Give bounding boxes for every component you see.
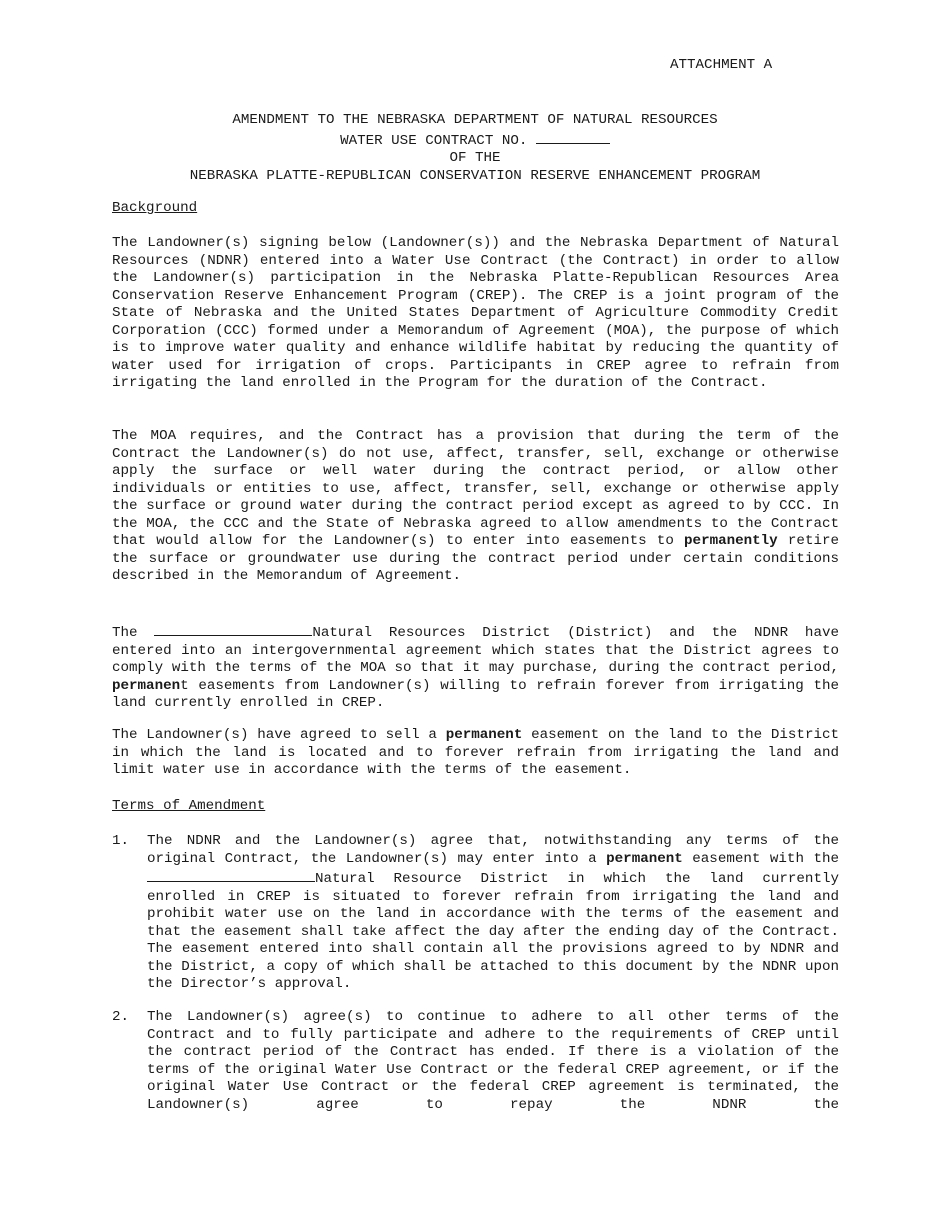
background-paragraph-4 — [112, 727, 839, 780]
p4-text-after: easement on the land to the District in which the land is located and to forever refrain from irrigating the land and limit water use in accordance with the terms of the easement. — [112, 727, 839, 779]
p3-bold-word: permanen — [112, 677, 181, 694]
p4-bold-word: permanent — [445, 727, 523, 743]
item-1-after: Natural Resource District in which the land currently enrolled in CREP is situated to forever refrain from irrigating the land and prohibit water use on the land in accordance with the terms of the easement and that the easement shall take affect the day after the ending day of the Contract. The easement entered into shall contain all the provisions agreed to by NDNR and the District, a copy of which shall be attached to this document by the NDNR upon the Director’s approval. — [147, 871, 839, 993]
p2-text-after: retire the surface or groundwater use during the contract period under certain conditions described in the Memorandum of Agreement. — [112, 533, 839, 585]
terms-heading: Terms of Amendment — [112, 798, 266, 814]
contract-number-label: WATER USE CONTRACT NO. — [340, 132, 528, 149]
terms-item-2 — [112, 1009, 839, 1114]
background-paragraph-1: The Landowner(s) signing below (Landowner(s)) and the Nebraska Department of Natural Resources (NDNR) entered into a Water Use Contract (the Contract) in order to allow the Landowner(s) participation in the Nebraska Platte-Republican Resources Area Conservation Reserve Enhancement Program (CREP). The CREP is a joint program of the State of Nebraska and the United States Department of Agriculture Commodity Credit Corporation (CCC) formed under a Memorandum of Agreement (MOA), the purpose of which is to improve water quality and enhance wildlife habitat by reducing the quantity of water used for irrigation of crops. Participants in CREP agree to refrain from irrigating the land enrolled in the Program for the duration of the Contract. — [112, 235, 839, 392]
attachment-label: ATTACHMENT A — [670, 57, 773, 73]
item-1-before: The NDNR and the Landowner(s) agree that, notwithstanding any terms of the original Contract, the Landowner(s) may enter into a — [147, 833, 839, 867]
p2-bold-word: permanently — [684, 533, 778, 550]
nrd-name-blank[interactable] — [147, 868, 315, 882]
item-1-number: 1. — [112, 833, 130, 849]
p3-text-mid: Natural Resources District (District) and the NDNR have entered into an intergovernmental agreement which states that the District agrees to comply with the terms of the MOA so that it may purchase, during the contract period, — [112, 625, 839, 677]
item-1-bold-word: permanent — [606, 850, 683, 867]
title-line-3: OF THE — [449, 150, 501, 166]
item-2-number: 2. — [112, 1009, 130, 1025]
p4-text-before: The Landowner(s) have agreed to sell a — [112, 727, 446, 743]
title-line-2 — [0, 130, 950, 151]
contract-number-blank[interactable] — [536, 130, 610, 144]
background-paragraph-2 — [112, 428, 839, 586]
p3-text-after: t easements from Landowner(s) willing to refrain forever from irrigating the land currently enrolled in CREP. — [112, 677, 839, 712]
background-heading: Background — [112, 200, 198, 216]
terms-item-1 — [112, 833, 839, 994]
title-line-1: AMENDMENT TO THE NEBRASKA DEPARTMENT OF NATURAL RESOURCES — [232, 112, 718, 128]
item-1-text — [147, 833, 839, 994]
item-2-text: The Landowner(s) agree(s) to continue to adhere to all other terms of the Contract and to fully participate and adhere to the requirements of CREP until the contract period of the Contract has ended. If there is a violation of the terms of the original Water Use Contract or the federal CREP agreement, or if the original Water Use Contract or the federal CREP agreement is terminated, the Landowner(s) agree to repay the NDNR the — [147, 1009, 839, 1113]
district-name-blank[interactable] — [154, 622, 312, 636]
document-title — [0, 112, 950, 185]
background-paragraph-3 — [112, 622, 839, 713]
item-1-mid: easement with the — [682, 850, 839, 867]
title-line-4: NEBRASKA PLATTE-REPUBLICAN CONSERVATION RESERVE ENHANCEMENT PROGRAM — [189, 167, 761, 184]
p3-text-start: The — [112, 625, 155, 641]
p2-text-before: The MOA requires, and the Contract has a provision that during the term of the Contract the Landowner(s) do not use, affect, transfer, sell, exchange or otherwise apply the surface or well water during the contract period, or allow other individuals or entities to use, affect, transfer, sell, exchange or otherwise apply the surface or ground water during the contract period except as agreed to by CCC. In the MOA, the CCC and the State of Nebraska agreed to allow amendments to the Contract that would allow for the Landowner(s) to enter into easements to — [112, 428, 839, 550]
